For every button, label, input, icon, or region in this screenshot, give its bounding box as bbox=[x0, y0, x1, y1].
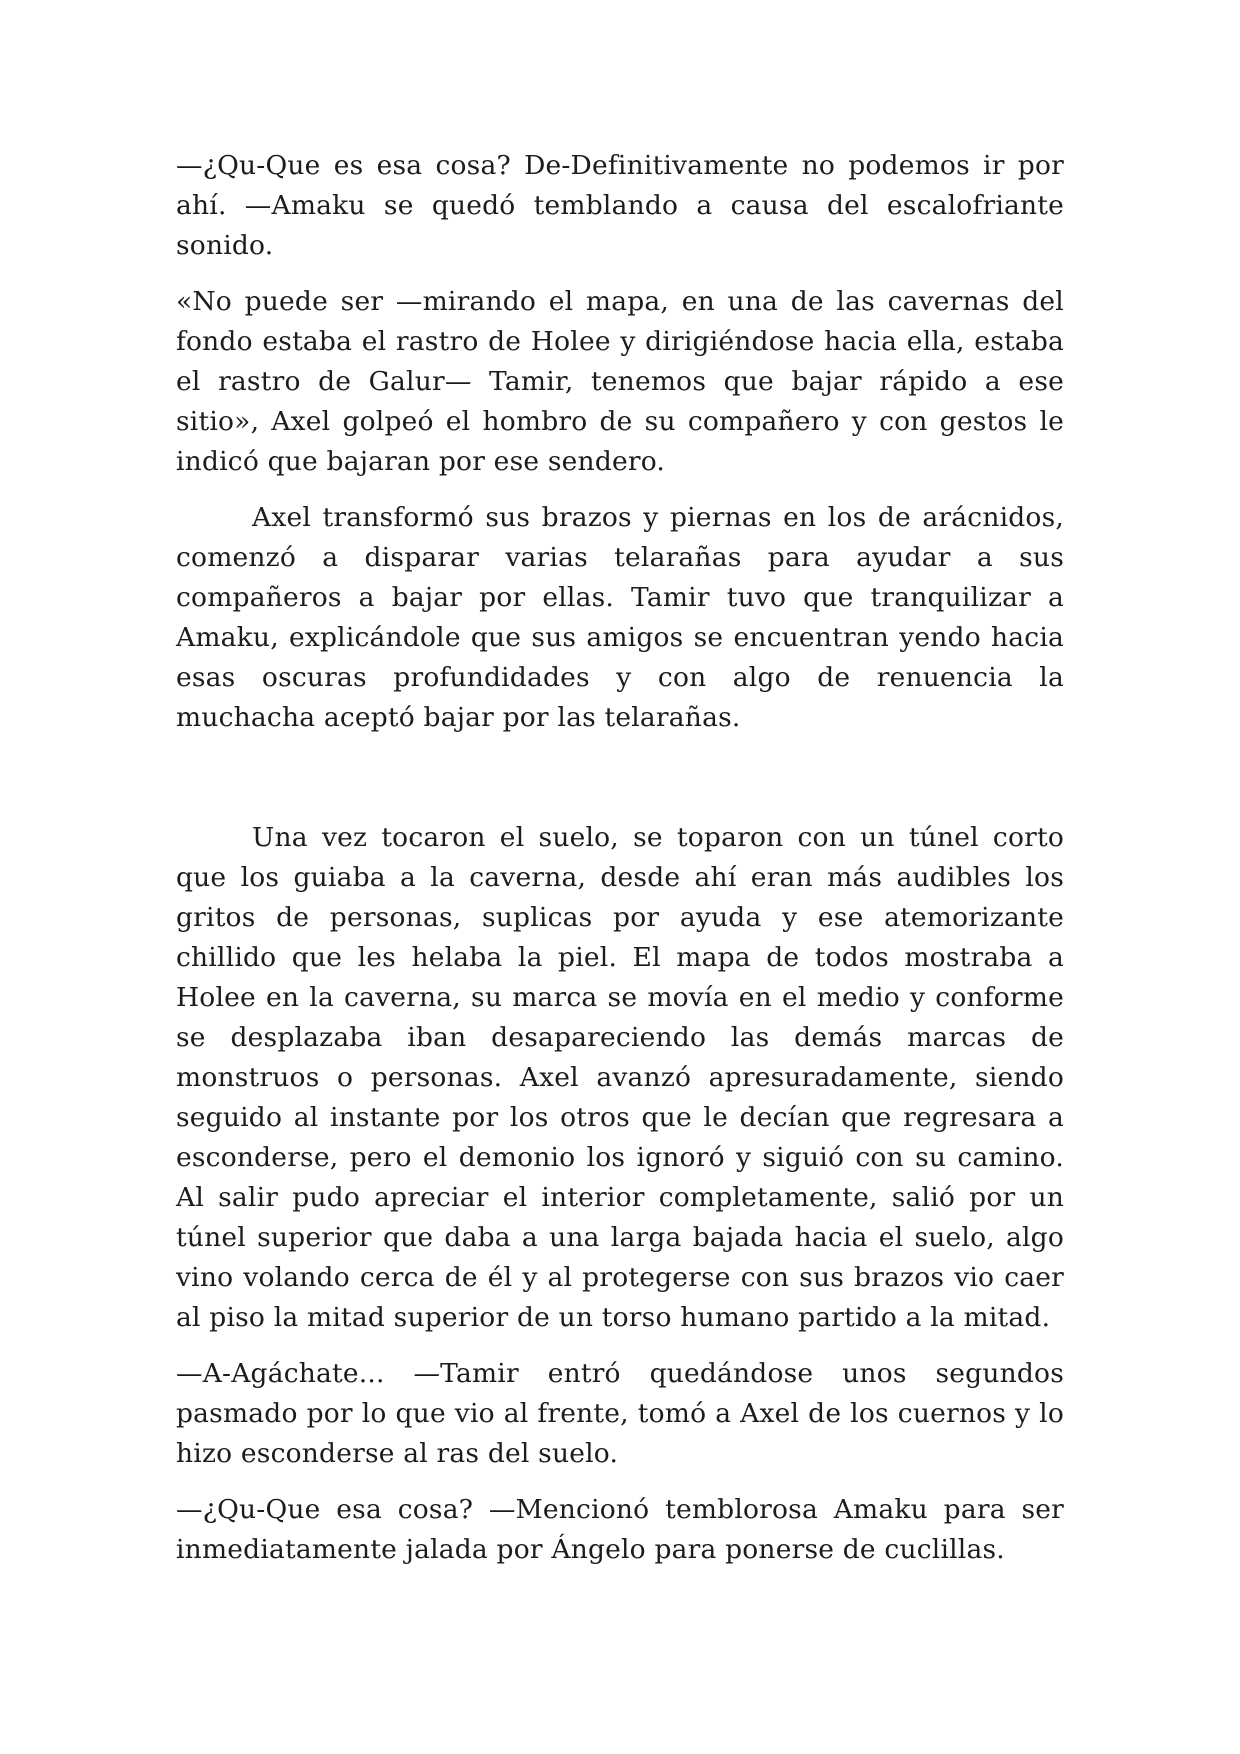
narrative-paragraph: Una vez tocaron el suelo, se toparon con un túnel corto que los guiaba a la caverna, desde ahí eran más audibles los gritos de personas, suplicas por ayuda y ese atemorizante chillido que les helaba la piel. El mapa de todos mostraba a Holee en la caverna, su marca se movía en el medio y conforme se desplazaba iban desapareciendo las demás marcas de monstruos o personas. Axel avanzó apresuradamente, siendo seguido al instante por los otros que le decían que regresara a esconderse, pero el demonio los ignoró y siguió con su camino. Al salir pudo apreciar el interior completamente, salió por un túnel superior que daba a una larga bajada hacia el suelo, algo vino volando cerca de él y al protegerse con sus brazos vio caer al piso la mitad superior de un torso humano partido a la mitad. bbox=[176, 822, 1064, 1333]
dialogue-paragraph: —¿Qu-Que es esa cosa? De-Definitivamente no podemos ir por ahí. —Amaku se quedó temblando a causa del escalofriante sonido. bbox=[176, 150, 1064, 261]
narrative-paragraph: Axel transformó sus brazos y piernas en los de arácnidos, comenzó a disparar varias telarañas para ayudar a sus compañeros a bajar por ellas. Tamir tuvo que tranquilizar a Amaku, explicándole que sus amigos se encuentran yendo hacia esas oscuras profundidades y con algo de renuencia la muchacha aceptó bajar por las telarañas. bbox=[176, 502, 1064, 733]
dialogue-paragraph: —A-Agáchate... —Tamir entró quedándose unos segundos pasmado por lo que vio al frente, tomó a Axel de los cuernos y lo hizo esconderse al ras del suelo. bbox=[176, 1358, 1064, 1469]
thought-paragraph: «No puede ser —mirando el mapa, en una de las cavernas del fondo estaba el rastro de Holee y dirigiéndose hacia ella, estaba el rastro de Galur— Tamir, tenemos que bajar rápido a ese sitio», Axel golpeó el hombro de su compañero y con gestos le indicó que bajaran por ese sendero. bbox=[176, 286, 1064, 477]
dialogue-paragraph: —¿Qu-Que esa cosa? —Mencionó temblorosa Amaku para ser inmediatamente jalada por Ángelo para ponerse de cuclillas. bbox=[176, 1494, 1064, 1565]
document-page bbox=[176, 146, 1064, 1586]
section-break bbox=[176, 754, 1064, 818]
